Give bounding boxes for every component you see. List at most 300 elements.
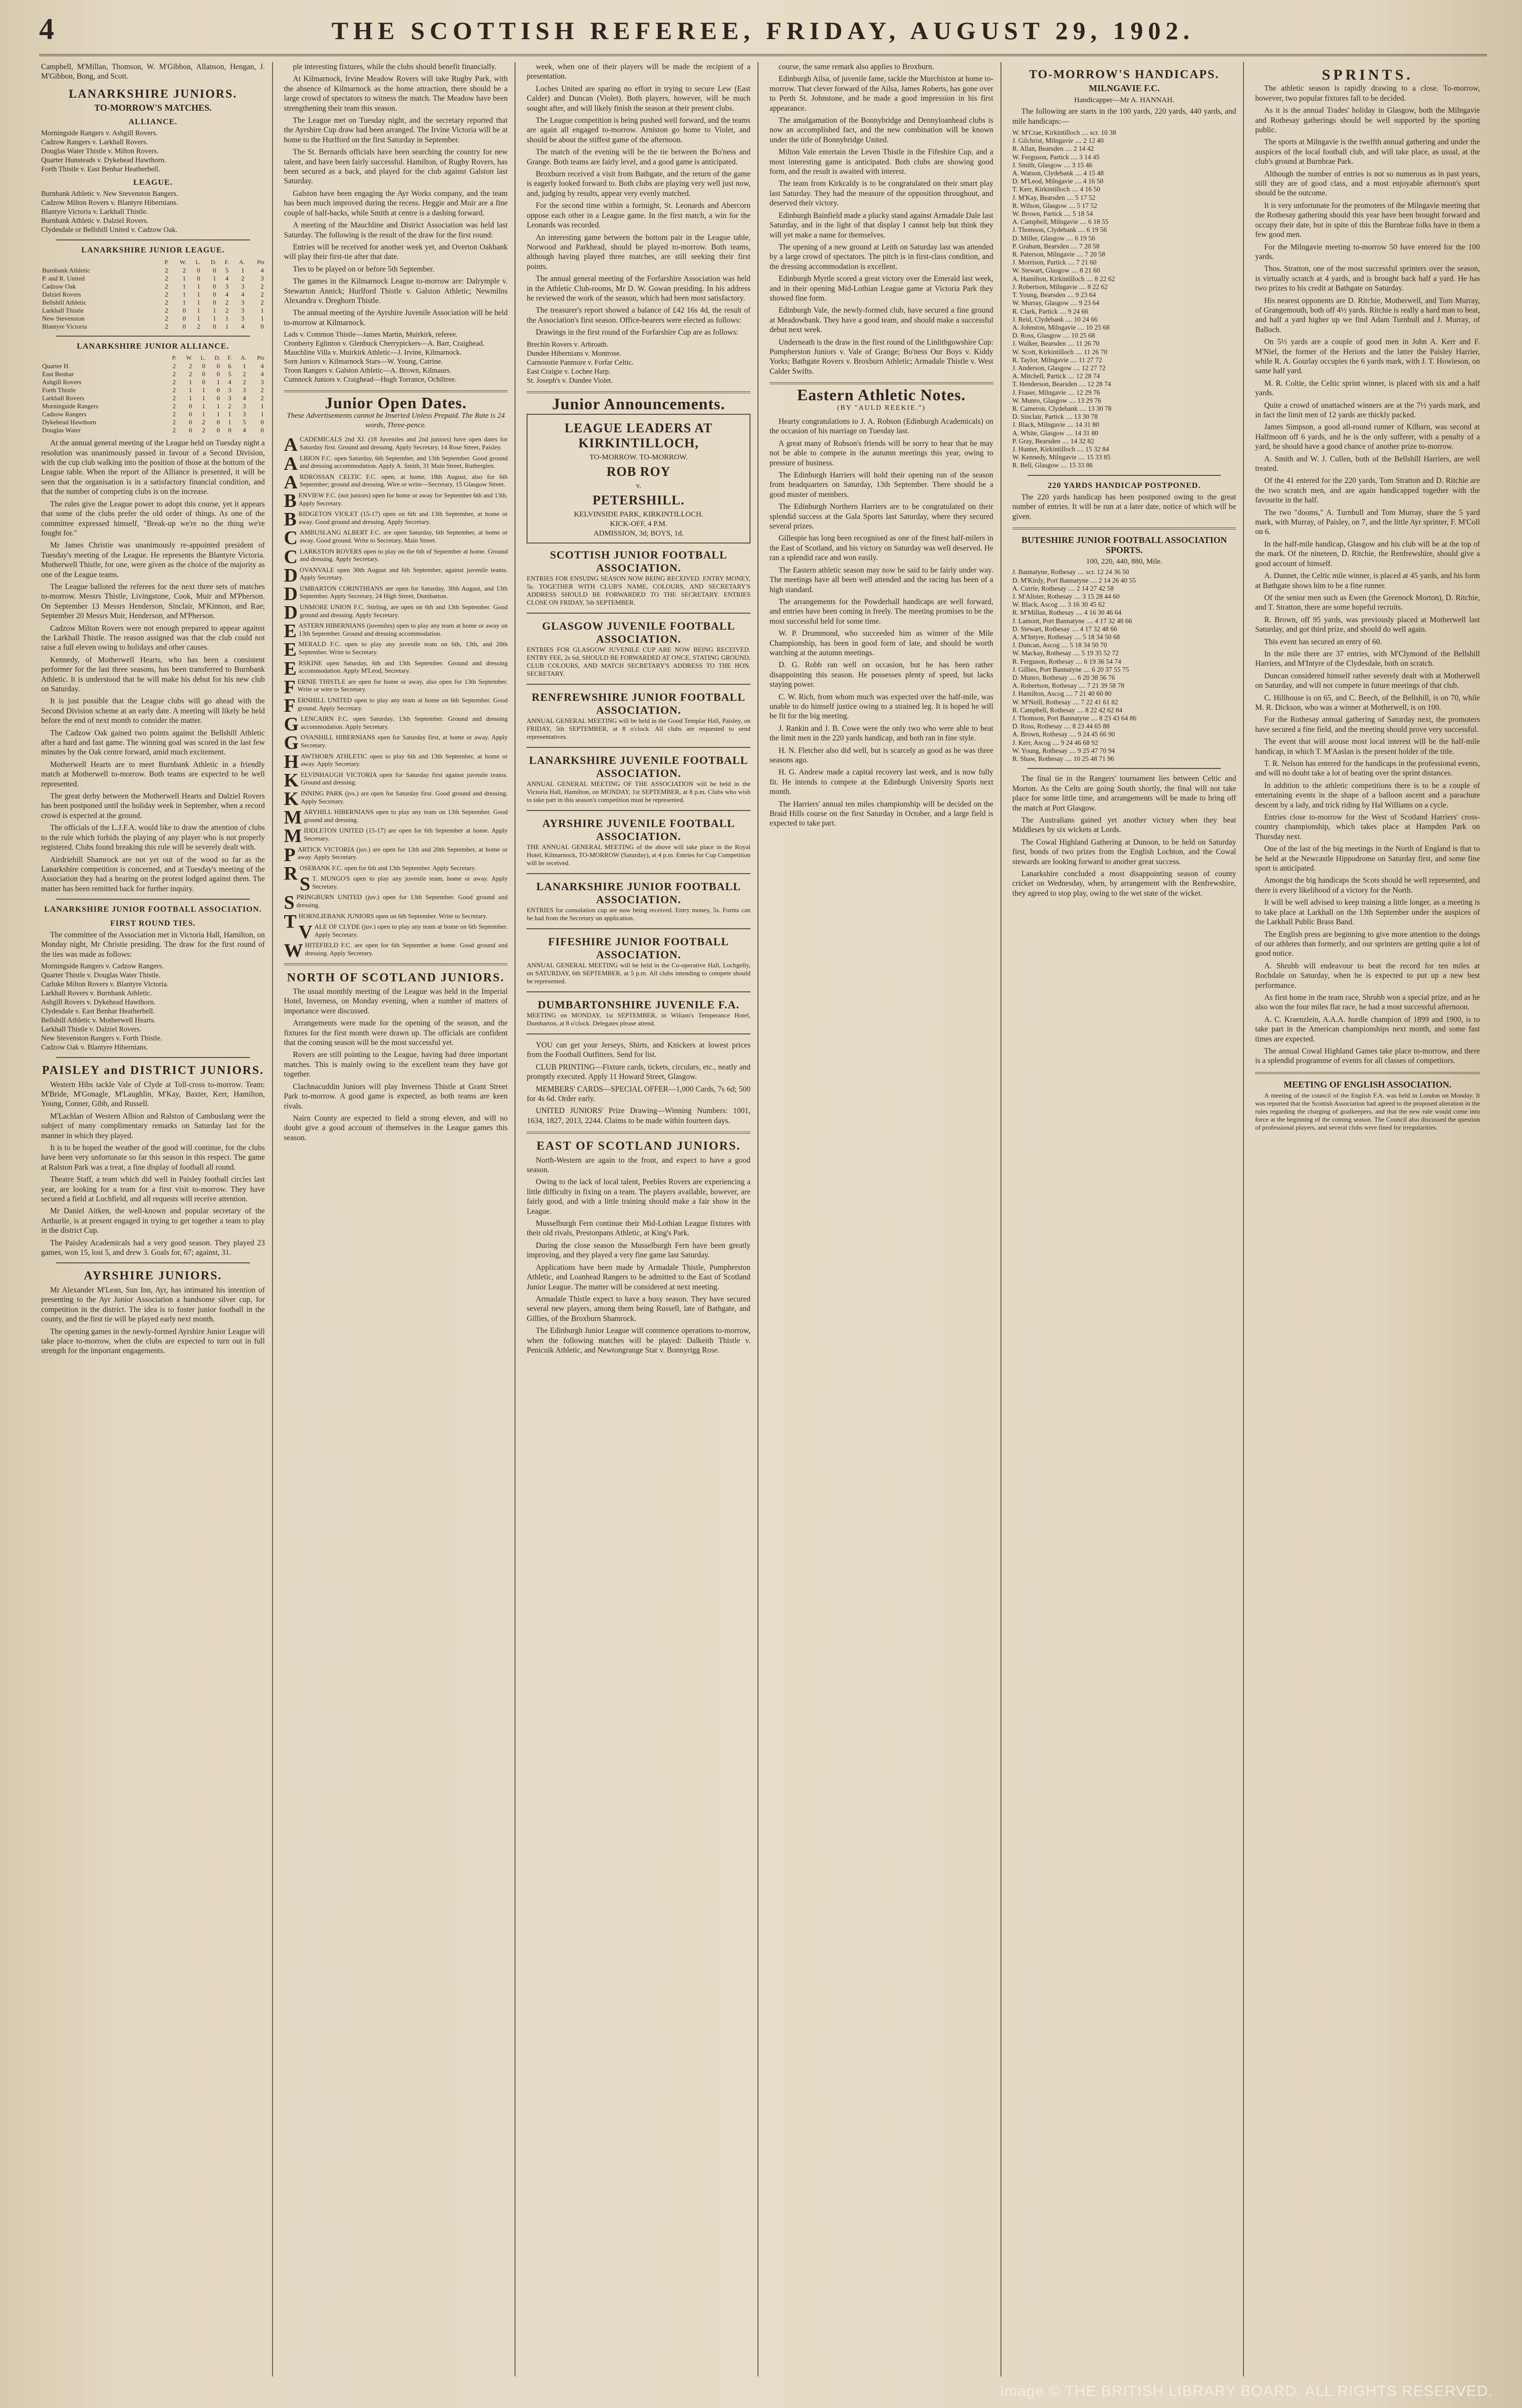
north-scotland-article xyxy=(284,987,508,1143)
eastern-byline: (BY "AULD REEKIE.") xyxy=(837,404,926,412)
divider xyxy=(527,747,750,748)
table-row xyxy=(41,275,265,283)
handicap-entry: J. Duncan, Ascog .... 5 18 34 50 70 xyxy=(1012,641,1107,649)
open-date-item xyxy=(284,546,508,568)
paragraph: Underneath is the draw in the first round of the Linlithgowshire Cup: Pumpherston Juniors v. Vale of Grange; Bo'ness Our Boys v. Kiddy Yorks; Bathgate Rovers v. Broxburn Athletic; Armadale Thistle v. West Calder Swifts. xyxy=(769,338,993,376)
paragraph: Gillespie has long been recognised as one of the finest half-milers in the East of Scotland, and his victory on Saturday was well deserved. He ran a splendid race and won easily. xyxy=(769,534,993,563)
handicap-entry: W. Black, Ascog .... 3 16 30 45 62 xyxy=(1012,601,1105,609)
table-cell: 0 xyxy=(188,418,192,426)
drop-cap: S xyxy=(284,892,295,914)
table-row xyxy=(41,362,265,370)
ad-venue: KELVINSIDE PARK, KIRKINTILLOCH. xyxy=(574,510,703,518)
handicap-entry: J. Smith, Glasgow .... 3 15 46 xyxy=(1012,161,1093,169)
paragraph: Owing to the lack of local talent, Peebles Rovers are experiencing a little difficulty in fixing on a team. The players available, however, are fairly good, and with a little training should make a fair show in the League. xyxy=(527,1178,750,1216)
table-row xyxy=(41,307,265,315)
open-date-item xyxy=(284,676,508,698)
open-date-text: ARYHILL HIBERNIANS open to play any team on 13th September. Good ground and dressing. xyxy=(304,808,508,824)
open-date-text: OVANVALE open 30th August and 6th September, against juvenile teams. Apply Secretary. xyxy=(300,566,508,582)
handicapper: Handicapper—Mr A. HANNAH. xyxy=(1074,96,1174,104)
alliance-fixtures xyxy=(41,129,265,174)
eastern-athletic-article xyxy=(770,417,993,829)
drop-cap: A xyxy=(284,471,298,493)
east-article-top xyxy=(527,62,750,338)
drop-cap: F xyxy=(284,676,296,698)
open-date-item xyxy=(284,434,508,456)
fixture-line: Troon Rangers v. Galston Athletic—A. Brown, Kilmaurs. xyxy=(284,367,452,375)
table-cell: 2 xyxy=(242,370,246,378)
table-cell: 3 xyxy=(241,282,244,290)
drop-cap: G xyxy=(284,714,299,735)
paragraph: Quite a crowd of unattached winners are at the 7½ yards mark, and in fact the limit men of 12 yards are thickly packed. xyxy=(1255,401,1480,419)
association-notice xyxy=(527,935,750,992)
paragraph: An interesting game between the bottom pair in the League table, Norwood and Parkhead, should be played to-morrow. Both teams, although having played three matches, are still seeking their first points. xyxy=(527,233,750,271)
table-cell: 2 xyxy=(165,314,168,322)
notice-body: ANNUAL GENERAL MEETING will be held in the Good Templar Hall, Paisley, on FRIDAY, 5th SEPTEMBER, at 8 o'clock. All clubs are requested to send representatives. xyxy=(527,716,750,740)
handicap-entry: A. Watson, Clydebank .... 4 15 48 xyxy=(1012,169,1104,177)
paragraph: A. Smith and W. J. Cullen, both of the Bellshill Harriers, are well treated. xyxy=(1255,454,1480,473)
drop-cap: V xyxy=(299,922,313,943)
open-date-text: HITEFIELD F.C. are open for 6th September at home. Good ground and dressing. Apply Secretary. xyxy=(305,941,508,957)
paragraph: YOU can get your Jerseys, Shirts, and Knickers at lowest prices from the Football Outfitters. Send for list. xyxy=(527,1040,750,1059)
paragraph: A meeting of the Mauchline and District Association was held last Saturday. The following is the result of the draw for the first round: xyxy=(284,221,508,239)
divider xyxy=(527,873,750,874)
notice-title: FIFESHIRE JUNIOR FOOTBALL ASSOCIATION. xyxy=(548,935,729,961)
association-notice xyxy=(527,691,750,748)
handicap-entry: W. Munro, Glasgow .... 13 29 76 xyxy=(1012,396,1101,404)
handicap-entry: J. Lamont, Port Bannatyne .... 4 17 32 48 66 xyxy=(1012,617,1132,625)
paragraph: The Eastern athletic season may now be said to be fairly under way. The meetings have all been well attended and the racing has been of a high standard. xyxy=(769,566,993,594)
open-date-item xyxy=(284,922,508,943)
table-cell: 2 xyxy=(165,266,168,274)
paragraph: The League balloted the referees for the next three sets of matches to-morrow. Messrs Thistle, Livingstone, Cook, Muir and M'Pherson. On September 13 Messrs Henderson, Sinclair, M'Kinnon, and Rae; September 20 Messrs Muir, Henderson, and M'Pherson. xyxy=(41,582,265,621)
handicap-entry: J. Robertson, Milngavie .... 8 22 62 xyxy=(1012,283,1108,291)
table-cell: 3 xyxy=(261,274,264,282)
table-cell: 0 xyxy=(202,362,205,370)
paragraph: Duncan considered himself rather severely dealt with at Motherwell on Saturday, and will not compete in future meetings of that club. xyxy=(1255,671,1480,690)
table-cell: 1 xyxy=(228,410,231,418)
open-date-text: LARKSTON ROVERS open to play on the 6th of September at home. Ground and dressing. Apply Secretary. xyxy=(300,547,508,563)
small-ads xyxy=(527,1040,750,1126)
table-cell: 3 xyxy=(228,394,231,402)
table-cell: 2 xyxy=(188,370,192,378)
table-cell: Burnbank Athletic xyxy=(42,266,90,274)
paragraph: For the Rothesay annual gathering of Saturday next, the promoters have secured a fine field, and the meeting should prove very successful. xyxy=(1255,715,1480,734)
open-date-item xyxy=(284,695,508,716)
table-cell: 1 xyxy=(216,402,220,410)
table-cell: 4 xyxy=(242,394,246,402)
ljfa-intro: The committee of the Association met in Victoria Hall, Hamilton, on Monday night, Mr Christie presiding. The draw for the first round of the ties was made as follows: xyxy=(41,930,265,959)
table-cell: 2 xyxy=(172,410,176,418)
postponed-heading: 220 YARDS HANDICAP POSTPONED. xyxy=(1048,481,1201,490)
paragraph: The usual monthly meeting of the League was held in the Imperial Hotel, Inverness, on Monday evening, when a number of matters of importance were discussed. xyxy=(284,987,508,1015)
drop-cap: A xyxy=(284,434,298,456)
handicap-entry: J. Gilchrist, Milngavie .... 2 12 40 xyxy=(1012,137,1104,145)
table-cell: 1 xyxy=(197,314,200,322)
handicap-entry: P. Graham, Bearsden .... 7 20 58 xyxy=(1012,242,1100,250)
table-header-row xyxy=(41,257,265,266)
paragraph: CLUB PRINTING—Fixture cards, tickets, circulars, etc., neatly and promptly executed. Apply 11 Howard Street, Glasgow. xyxy=(527,1062,750,1082)
notice-title: GLASGOW JUVENILE FOOTBALL ASSOCIATION. xyxy=(542,619,735,645)
association-notice xyxy=(527,549,750,614)
handicap-entry: R. Wilson, Glasgow .... 5 17 52 xyxy=(1012,201,1098,209)
handicap-entry: A. M'Intyre, Rothesay .... 5 18 34 50 68 xyxy=(1012,633,1120,641)
table-cell: 0 xyxy=(182,314,186,322)
open-date-text: LBION F.C. open Saturday, 6th September, and 13th September. Good ground and dressing accommodation. Apply A. Smith, 31 Main Street, Rutherglen. xyxy=(300,454,508,470)
copyright-credit: Image © THE BRITISH LIBRARY BOARD. ALL RIGHTS RESERVED. xyxy=(999,2383,1493,2399)
table-cell: 4 xyxy=(261,362,264,370)
divider xyxy=(527,613,750,614)
paragraph: As it is the annual Trades' holiday in Glasgow, both the Milngavie and Rothesay gatherings should be well supported by the sporting public. xyxy=(1255,106,1480,135)
handicaps-club: MILNGAVIE F.C. xyxy=(1089,83,1160,94)
table-cell: 0 xyxy=(216,370,220,378)
handicap-entry: W. Ferguson, Partick .... 3 14 45 xyxy=(1012,153,1100,161)
table-cell: 2 xyxy=(172,394,176,402)
open-date-item xyxy=(284,602,508,624)
ayrshire-continued-article xyxy=(284,62,508,328)
open-date-item xyxy=(284,583,508,605)
fixture-line: Clydesdale v. East Benhar Heatherbell. xyxy=(41,1007,155,1016)
ad-title: LEAGUE LEADERS AT KIRKINTILLOCH, xyxy=(564,420,713,450)
paragraph: The match of the evening will be the tie between the Bo'ness and Grange. Both teams are fairly level, and a good game is anticipated. xyxy=(527,148,750,166)
paragraph: The amalgamation of the Bonnybridge and Dennyloanhead clubs is now an accomplished fact, and the new combination will be known under the title of Bonnybridge United. xyxy=(769,116,993,144)
fixture-line: Larkhall Thistle v. Dalziel Rovers. xyxy=(41,1025,142,1034)
handicap-entry: W. M'Neill, Rothesay .... 7 22 41 61 82 xyxy=(1012,698,1118,706)
table-cell: 4 xyxy=(225,274,229,282)
east-scotland-article xyxy=(527,1156,750,1356)
table-cell: Larkhall Thistle xyxy=(42,306,84,314)
col5-bottom-article xyxy=(1012,774,1236,898)
table-cell: 0 xyxy=(216,394,220,402)
table-cell: 2 xyxy=(228,402,231,410)
notice-title: AYRSHIRE JUVENILE FOOTBALL ASSOCIATION. xyxy=(542,817,735,843)
handicaps-intro: The following are starts in the 100 yards, 220 yards, 440 yards, and mile handicaps:— xyxy=(1012,107,1236,126)
paragraph: In addition to the athletic competitions there is to be a couple of entertaining events in the shape of a balloon ascent and a parachute descent by a lady, and trick riding by Hal Williams on a cycle. xyxy=(1255,781,1480,810)
open-date-text: LENCAIRN F.C. open Saturday, 13th September. Ground and dressing accommodation. Apply Secretary. xyxy=(301,715,508,730)
paragraph: A. Shrubb will endeavour to beat the record for ten miles at Rochdale on Saturday, when he is expected to put up a new best performance. xyxy=(1255,961,1480,990)
table-cell: 0 xyxy=(197,266,200,274)
handicap-entry: J. Fraser, Milngavie .... 12 29 76 xyxy=(1012,388,1100,396)
table-header-cell: F. xyxy=(224,258,229,265)
notice-body: THE ANNUAL GENERAL MEETING of the above will take place in the Royal Hotel, Kilmarnock, TO-MORROW (Saturday), at 4 p.m. Entries for Cup Competition will be received. xyxy=(527,843,750,867)
handicap-entry: J. Hamilton, Ascog .... 7 21 40 60 80 xyxy=(1012,690,1112,698)
open-date-item xyxy=(284,621,508,642)
paragraph: The Harriers' annual ten miles championship will be decided on the Braid Hills course on the first Saturday in October, and a large field is expected to take part. xyxy=(769,799,993,828)
table-cell: 1 xyxy=(225,322,229,330)
table-cell: New Stevenston xyxy=(42,314,85,322)
fixture-line: Cronberry Eglinton v. Glenbuck Cherrypickers—A. Barr, Craighead. xyxy=(284,340,484,348)
table-cell: 1 xyxy=(182,298,186,306)
open-date-item xyxy=(284,788,508,810)
paragraph: Broxburn received a visit from Bathgate, and the return of the game is eagerly looked forward to. Both clubs are playing very well just now, and, judging by results, appear very evenly matched. xyxy=(527,170,750,198)
table-header-cell xyxy=(41,353,165,362)
table-header-cell: W. xyxy=(179,258,186,265)
table-cell: 0 xyxy=(216,386,220,394)
fixture-line: Quarter Thistle v. Douglas Water Thistle. xyxy=(41,971,161,980)
table-cell: 3 xyxy=(228,386,231,394)
table-cell: 1 xyxy=(216,378,220,386)
fixture-line: Clydesdale or Bellshill United v. Cadzow Oak. xyxy=(41,226,178,234)
table-cell: 2 xyxy=(182,266,186,274)
table-cell: 2 xyxy=(261,282,264,290)
paragraph: Kennedy, of Motherwell Hearts, who has been a consistent performer for the last three seasons, has been transferred to Burnbank Athletic. It is understood that he will make his debut for his new club on Saturday. xyxy=(41,655,265,693)
open-date-text: RSKINE open Saturday, 6th and 13th September. Ground and dressing accommodation. Apply M'Leod, Secretary. xyxy=(299,659,508,675)
paragraph: C. W. Rich, from whom much was expected over the half-mile, was unable to do himself justice owing to a strained leg. It is hoped he will be fit for the big meeting. xyxy=(769,692,993,721)
table-header-cell: D. xyxy=(210,258,217,265)
league-table xyxy=(41,257,265,331)
masthead xyxy=(39,12,1487,56)
drop-cap: E xyxy=(284,621,297,642)
table-cell: 1 xyxy=(202,386,205,394)
open-date-text: OSEBANK F.C. open for 6th and 13th September. Apply Secretary. xyxy=(300,864,476,872)
table-cell: 0 xyxy=(261,322,264,330)
handicap-entry: R. Cameron, Clydebank .... 13 30 78 xyxy=(1012,404,1112,412)
table-cell: 2 xyxy=(202,426,205,434)
open-date-text: UNMORE UNION F.C. Stirling, are open on 6th and 13th September. Good ground and dressing. Apply Secretary. xyxy=(300,603,508,619)
fixture-line: Cadzow Milton Rovers v. Blantyre Hibernians. xyxy=(41,199,178,207)
table-cell: 0 xyxy=(216,418,220,426)
column-3 xyxy=(525,62,758,2376)
table-cell: 0 xyxy=(188,402,192,410)
paragraph: In the mile there are 37 entries, with M'Clymond of the Bellshill Harriers, and M'Intyre of the Clydesdale, both on scratch. xyxy=(1255,649,1480,668)
paragraph: A. C. Kraenzlein, A.A.A. hurdle champion of 1899 and 1900, is to take part in the American championships next month, and some fast times are expected. xyxy=(1255,1015,1480,1043)
table-cell: 2 xyxy=(261,386,264,394)
paragraph: ple interesting fixtures, while the clubs should benefit financially. xyxy=(293,63,496,71)
paragraph: The officials of the L.J.F.A. would like to draw the attention of clubs to the rule which forbids the playing of any player who is not properly registered. Clubs found breaking this rule will be severely dealt with. xyxy=(41,824,265,852)
paragraph: Edinburgh Bainfield made a plucky stand against Armadale Dale last Saturday, and in the light of that display I cannot help but think they will yet make a name for themselves. xyxy=(769,211,993,239)
column-6 xyxy=(1253,62,1487,2376)
paragraph: Cadzow Milton Rovers were not enough prepared to appear against the Larkhall Thistle. The reason assigned was that the club could not raise a full eleven owing to holidays and other causes. xyxy=(41,624,265,652)
table-row xyxy=(41,426,265,434)
table-row xyxy=(41,386,265,394)
paisley-article xyxy=(41,1080,265,1258)
fixture-line: Burnbank Athletic v. Dalziel Rovers. xyxy=(41,217,149,225)
handicap-entry: A. Currie, Rothesay .... 2 14 27 42 58 xyxy=(1012,584,1114,592)
fixture-line: Sorn Juniors v. Kilmarnock Stars—W. Young, Catrine. xyxy=(284,358,443,366)
ljfa-subheading: FIRST ROUND TIES. xyxy=(110,919,196,928)
fixture-line: Cadzow Rangers v. Larkhall Rovers. xyxy=(41,138,148,147)
open-date-item xyxy=(284,844,508,866)
table-cell: 2 xyxy=(261,298,264,306)
handicap-entry: R. Bell, Glasgow .... 15 33 86 xyxy=(1012,461,1093,469)
table-cell: 3 xyxy=(242,410,246,418)
alliance-table xyxy=(41,353,265,434)
table-cell: 1 xyxy=(216,410,220,418)
sprints-heading: SPRINTS. xyxy=(1322,67,1413,83)
table-cell: 4 xyxy=(261,370,264,378)
table-cell: 3 xyxy=(241,314,244,322)
fixture-line: Cumnock Juniors v. Craighead—Hugh Torrance, Ochiltree. xyxy=(284,376,457,384)
table-header-row xyxy=(41,353,265,362)
drop-cap: D xyxy=(284,583,298,605)
table-cell: 1 xyxy=(241,266,244,274)
open-date-text: AMBUSLANG ALBERT F.C. are open Saturday, 6th September, at home or away. Good ground. Write to Secretary, Main Street. xyxy=(300,528,508,544)
drop-cap: R xyxy=(284,863,298,884)
postponed-note: The 220 yards handicap has been postponed owing to the great number of entries. It will be run at a later date, notice of which will be given. xyxy=(1012,492,1236,521)
table-cell: 5 xyxy=(225,266,229,274)
handicap-entry: J. Bannatyne, Rothesay .... scr. 12 24 36 50 xyxy=(1012,568,1129,576)
open-date-item xyxy=(284,732,508,754)
paragraph: Armadale Thistle expect to have a busy season. They have secured several new players, among them being Russell, late of Bathgate, and Gillies, of the Broxburn Shamrock. xyxy=(527,1294,750,1323)
divider xyxy=(527,928,750,929)
handicap-entry: D. Munro, Rothesay .... 6 20 38 56 76 xyxy=(1012,674,1115,682)
ad-admission: ADMISSION, 3d; BOYS, 1d. xyxy=(593,529,684,538)
handicap-entry: D. Stewart, Rothesay .... 4 17 32 48 66 xyxy=(1012,625,1117,633)
paragraph: The Edinburgh Northern Harriers are to be congratulated on their splendid success at the Gala Sports last Saturday, where they secured several prizes. xyxy=(769,502,993,531)
table-cell: 1 xyxy=(242,362,246,370)
table-cell: 4 xyxy=(241,290,244,298)
mauchline-draw xyxy=(284,330,508,384)
table-cell: 4 xyxy=(228,378,231,386)
paragraph: On 5½ yards are a couple of good men in John A. Kerr and F. M'Niel, the former of the Heriots and the latter the Paisley Harrier, while R. A. Gourlay occupies the 6 yards mark, with J. T. Howieson, on same half yard. xyxy=(1255,338,1480,376)
table-cell: 0 xyxy=(216,426,220,434)
notice-body: MEETING on MONDAY, 1st SEPTEMBER, in Wiliam's Temperance Hotel, Dumbarton, at 8 o'clock. Delegates please attend. xyxy=(527,1011,750,1027)
ayrshire-article xyxy=(41,1285,265,1356)
table-header-cell: A. xyxy=(239,258,245,265)
drop-cap: D xyxy=(284,565,298,586)
notice-title: LANARKSHIRE JUNIOR FOOTBALL ASSOCIATION. xyxy=(536,880,741,906)
table-cell: 1 xyxy=(261,402,264,410)
handicaps-heading: TO-MORROW'S HANDICAPS. xyxy=(1029,68,1219,81)
table-cell: Cadzow Rangers xyxy=(42,410,87,418)
table-cell: 1 xyxy=(212,306,216,314)
paragraph: C. Hillhouse is on 65, and C. Beech, of the Bellshill, is on 70, while M. R. Dickson, who was a winner at Motherwell, is on 100. xyxy=(1255,693,1480,712)
paragraph: Mr Daniel Aitken, the well-known and popular secretary of the Arthurlie, is at present engaged in trying to get together a team to play in the district Cup. xyxy=(41,1207,265,1235)
paragraph: The annual general meeting of the Forfarshire Association was held in the Athletic Club-rooms, Mr D. W. Gowan presiding. In his address he reviewed the work of the season, which had been most satisfactory. xyxy=(527,275,750,303)
open-dates-intro: These Advertisements cannot be Inserted Unless Prepaid. The Rate is 24 words, Three-pence. xyxy=(287,411,505,429)
table-cell: 2 xyxy=(172,362,176,370)
handicap-entry: J. Anderson, Glasgow .... 12 27 72 xyxy=(1012,364,1106,372)
east-article-continued xyxy=(770,62,993,376)
paragraph: Of the 41 entered for the 220 yards, Tom Stratton and D. Ritchie are the two scratch men, and are again handicapped together with the favourite in the half. xyxy=(1255,476,1480,505)
open-date-item xyxy=(284,509,508,530)
table-cell: 1 xyxy=(212,314,216,322)
ayrshire-heading: AYRSHIRE JUNIORS. xyxy=(84,1269,222,1283)
table-cell: 4 xyxy=(242,426,246,434)
open-date-item xyxy=(284,490,508,511)
handicap-entry: R. Ferguson, Rothesay .... 6 19 36 54 74 xyxy=(1012,657,1121,665)
drop-cap: P xyxy=(284,844,296,866)
ljfa-heading: LANARKSHIRE JUNIOR FOOTBALL ASSOCIATION. xyxy=(44,905,262,914)
fixture-line: Quarter Hunsteads v. Dykehead Hawthorn. xyxy=(41,156,166,165)
paragraph: The annual Cowal Highland Games take place to-morrow, and there is a splendid programme of events for all classes of competitors. xyxy=(1255,1046,1480,1065)
table-cell: 2 xyxy=(225,298,229,306)
fixture-line: Bellshill Athletic v. Motherwell Hearts. xyxy=(41,1016,156,1025)
table-row xyxy=(41,299,265,307)
association-notices xyxy=(527,549,750,1034)
open-date-item xyxy=(284,453,508,474)
paragraph: Airdriehill Shamrock are not yet out of the wood so far as the Lanarkshire competition is concerned, and at Tuesday's meeting of the Association they had a hearing on the protest lodged against them. The matter has been remitted back for further inquiry. xyxy=(41,855,265,893)
table-cell: 2 xyxy=(172,402,176,410)
divider xyxy=(527,684,750,685)
table-cell: 2 xyxy=(165,282,168,290)
matches-heading: TO-MORROW'S MATCHES. xyxy=(94,103,212,113)
columns xyxy=(39,62,1487,2376)
open-date-text: MERALD F.C. open to play any juvenile team on 6th, 13th, and 20th September. Write to Secretary. xyxy=(299,640,508,656)
paragraph: Amongst the big handicaps the Scots should be well represented, and there is every likelihood of a victory for the North. xyxy=(1255,876,1480,895)
table-cell: 2 xyxy=(165,290,168,298)
open-dates-list xyxy=(284,434,508,962)
open-date-item xyxy=(284,471,508,493)
paragraph: The event that will arouse most local interest will be the half-mile handicap, in which T. M'Aaslan is the present holder of the title. xyxy=(1255,737,1480,756)
table-header-cell: Pts xyxy=(257,354,265,362)
eastern-athletic-heading: Eastern Athletic Notes. xyxy=(797,386,966,404)
paragraph: Thos. Stratton, one of the most successful sprinters over the season, is virtually scratch at 4 yards, and is brought back half a yard. He has two prizes to his credit at Bathgate on Saturday. xyxy=(1255,264,1480,293)
table-cell: 0 xyxy=(188,426,192,434)
ad-date: TO-MORROW. TO-MORROW. xyxy=(589,453,688,461)
paragraph: The Edinburgh Junior League will commence operations to-morrow, when the following matches will be played: Dalkeith Thistle v. Penicuik Athletic, and Newtongrange Star v. Bonnyrigg Rose. xyxy=(527,1326,750,1355)
ad-versus: v. xyxy=(636,481,641,490)
table-cell: 4 xyxy=(241,322,244,330)
handicap-entry: J. Thomson, Port Bannatyne .... 8 23 43 64 86 xyxy=(1012,714,1137,722)
table-cell: 3 xyxy=(225,282,229,290)
fixture-line: East Craigie v. Lochee Harp. xyxy=(527,367,611,376)
open-date-text: IDDLETON UNITED (15-17) are open for 6th September at home. Apply Secretary. xyxy=(304,827,508,842)
paragraph: At the annual general meeting of the League held on Tuesday night a resolution was unanimously passed in favour of a Second Division, with the cup club walking into the position of those at the bottom of the League table. When the report of the Alliance is presented, it will be seen that the organisation is in a satisfactory financial condition, and that the number of competing clubs is on the increase. xyxy=(41,439,265,496)
handicap-entry: A. Robertson, Rothesay .... 7 21 39 58 78 xyxy=(1012,682,1125,690)
fixture-line: Morningside Rangers v. Ashgill Rovers. xyxy=(41,129,158,138)
table-cell: 4 xyxy=(261,266,264,274)
paragraph: As first home in the team race, Shrubb won a special prize, and as he also won the four miles flat race, he had a most successful afternoon. xyxy=(1255,993,1480,1012)
table-row xyxy=(41,283,265,291)
table-cell: 2 xyxy=(165,274,168,282)
drop-cap: F xyxy=(284,695,296,716)
divider xyxy=(527,810,750,811)
fixture-line: Carnoustie Panmure v. Forfar Celtic. xyxy=(527,358,634,367)
open-date-item xyxy=(284,874,508,895)
handicap-entry: W. Murray, Glasgow .... 9 23 64 xyxy=(1012,299,1100,307)
table-cell: 5 xyxy=(228,370,231,378)
handicap-entry: R. Paterson, Milngavie .... 7 20 58 xyxy=(1012,250,1105,258)
paragraph: Edinburgh Ailsa, of juvenile fame, tackle the Murchiston at home to-morrow. That clever forward of the Ailsa, James Roberts, has gone over to Perth St. Johnstone, and he made a good impression in his first appearance. xyxy=(769,75,993,113)
table-cell: 2 xyxy=(261,394,264,402)
handicap-entry: W. M'Crae, Kirkintilloch .... scr. 10 38 xyxy=(1012,129,1116,137)
paragraph: The team from Kirkcaldy is to be congratulated on their smart play last Saturday. They had the measure of the opposition throughout, and deserved their victory. xyxy=(769,179,993,208)
drop-cap: H xyxy=(284,751,299,772)
fixture-line: Larkhall Rovers v. Burnbank Athletic. xyxy=(41,989,152,998)
notice-body: ENTRIES FOR ENSUING SEASON NOW BEING RECEIVED. ENTRY MONEY, 5s. TOGETHER WITH CLUB'S NAME, COLOURS, AND SECRETARY'S ADDRESS SHOULD BE FORWARDED TO THE SECRETARY. ENTRIES CLOSE ON FRIDAY, 5th SEPTEMBER. xyxy=(527,574,750,606)
open-date-text: AWTHORN ATHLETIC open to play 6th and 13th September, at home or away. Apply Secretary. xyxy=(301,752,508,768)
notice-title: LANARKSHIRE JUVENILE FOOTBALL ASSOCIATION. xyxy=(529,753,748,779)
paragraph: For the second time within a fortnight, St. Leonards and Abercorn oppose each other in a League game. In the first match, a win for the Leonards was recorded. xyxy=(527,201,750,230)
table-row xyxy=(41,315,265,323)
table-cell: 2 xyxy=(172,370,176,378)
paragraph: The athletic season is rapidly drawing to a close. To-morrow, however, two popular fixtures fall to be decided. xyxy=(1255,84,1480,103)
table-cell: 0 xyxy=(188,410,192,418)
paragraph: Theatre Staff, a team which did well in Paisley football circles last year, are looking for a team for a first visit to-morrow. They have secured a field at Lochfield, and all requests will receive attention. xyxy=(41,1175,265,1204)
drop-cap: C xyxy=(284,546,298,568)
table-cell: 2 xyxy=(197,322,200,330)
fixture-line: Blantyre Victoria v. Larkhall Thistle. xyxy=(41,208,148,216)
table-cell: 1 xyxy=(182,274,186,282)
handicap-entry: A. Brown, Rothesay .... 9 24 45 66 90 xyxy=(1012,730,1115,738)
open-date-text: ERNHILL UNITED open to play any team at home on 6th September. Good ground. Apply Secretary. xyxy=(297,696,508,712)
paragraph: The treasurer's report showed a balance of £42 16s 4d, the result of the Association's first season. Office-bearers were elected as follows: xyxy=(527,306,750,325)
handicap-entry: P. Gray, Bearsden .... 14 32 82 xyxy=(1012,437,1095,445)
open-date-item xyxy=(284,769,508,791)
table-cell: 1 xyxy=(197,290,200,298)
paragraph: Hearty congratulations to J. A. Robson (Edinburgh Academicals) on the occasion of his marriage on Tuesday last. xyxy=(769,417,993,436)
handicap-list xyxy=(1012,129,1236,470)
paragraph: A. Dunnet, the Celtic mile winner, is placed at 45 yards, and his form at Bathgate shows him to be a fine runner. xyxy=(1255,572,1480,590)
fixture-line: Brechin Rovers v. Arbroath. xyxy=(527,340,609,349)
paragraph: Drawings in the first round of the Forfarshire Cup are as follows: xyxy=(536,328,738,337)
table-cell: 2 xyxy=(261,290,264,298)
table-cell: 1 xyxy=(197,306,200,314)
open-date-text: ALE OF CLYDE (juv.) open to play any team at home on 6th September. Apply Secretary. xyxy=(314,923,508,938)
paragraph: This event has secured an entry of 60. xyxy=(1264,637,1382,646)
handicap-entry: J. Reid, Clydebank .... 10 24 66 xyxy=(1012,315,1098,323)
article-text: Campbell, M'Millan, Thomson, W. M'Gibbon, Allanson, Hengan, J. M'Gibbon, Bong, and Scott. xyxy=(41,63,265,81)
